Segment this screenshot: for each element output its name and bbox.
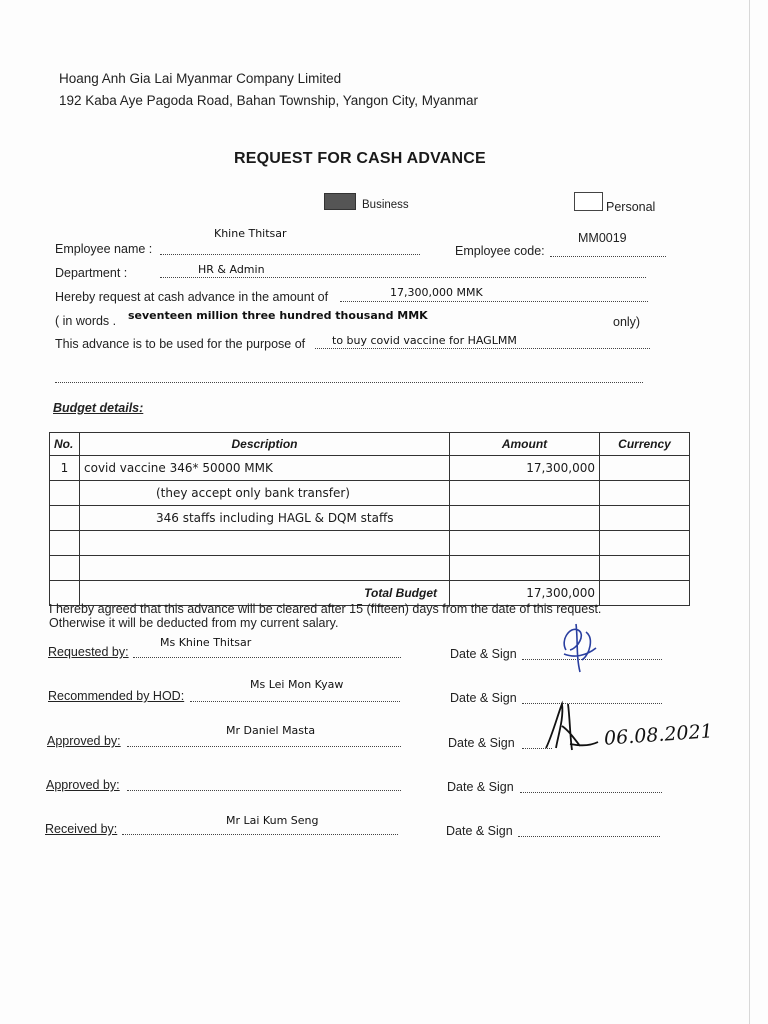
approved-by-name-1: Mr Daniel Masta	[226, 724, 316, 737]
approved-by-line-1	[127, 746, 401, 747]
row-no	[50, 481, 80, 506]
department-line	[160, 277, 646, 278]
row-currency	[600, 531, 690, 556]
requested-by-line	[133, 657, 401, 658]
row-currency	[600, 506, 690, 531]
employee-name-line	[160, 254, 420, 255]
amount-line	[340, 301, 648, 302]
requested-by-label: Requested by:	[48, 645, 129, 659]
approved-date-line-2	[520, 792, 662, 793]
table-row	[50, 531, 690, 556]
personal-checkbox[interactable]	[574, 192, 603, 211]
employee-code-value: MM0019	[578, 231, 627, 245]
col-header-description: Description	[80, 433, 450, 456]
company-name: Hoang Anh Gia Lai Myanmar Company Limited	[59, 71, 342, 86]
row-amount	[450, 481, 600, 506]
row-description: covid vaccine 346* 50000 MMK	[80, 456, 450, 481]
recommended-by-line	[190, 701, 400, 702]
total-label: Total Budget	[80, 581, 450, 606]
budget-table	[49, 432, 690, 606]
requested-signature	[556, 620, 600, 676]
words-prefix: ( in words .	[55, 314, 117, 328]
row-description: 346 staffs including HAGL & DQM staffs	[80, 506, 450, 531]
approved-signature	[540, 696, 600, 756]
personal-label: Personal	[606, 200, 656, 214]
row-amount	[450, 531, 600, 556]
words-suffix: only)	[613, 315, 641, 329]
col-header-no: No.	[50, 433, 80, 456]
department-label: Department :	[55, 266, 128, 280]
total-value: 17,300,000	[450, 581, 600, 606]
row-description	[80, 556, 450, 581]
row-no	[50, 531, 80, 556]
row-currency	[600, 456, 690, 481]
employee-name-value: Khine Thitsar	[214, 227, 287, 240]
purpose-value: to buy covid vaccine for HAGLMM	[332, 334, 517, 347]
approved-by-label-1: Approved by:	[47, 734, 121, 748]
amount-value: 17,300,000 MMK	[390, 286, 483, 299]
requested-by-name: Ms Khine Thitsar	[160, 636, 252, 649]
row-no: 1	[50, 456, 80, 481]
approved-date-value: 06.08.2021	[603, 720, 714, 750]
approved-by-label-2: Approved by:	[46, 778, 120, 792]
table-row	[50, 456, 690, 481]
purpose-label: This advance is to be used for the purpose of	[55, 337, 306, 351]
row-amount: 17,300,000	[450, 456, 600, 481]
approved-date-label-2: Date & Sign	[447, 780, 514, 794]
budget-heading: Budget details:	[53, 401, 144, 415]
employee-code-label: Employee code:	[455, 244, 545, 258]
budget-header-row	[50, 433, 690, 456]
row-description	[80, 531, 450, 556]
recommended-by-label: Recommended by HOD:	[48, 689, 185, 703]
row-no	[50, 556, 80, 581]
words-value: seventeen million three hundred thousand MMK	[128, 309, 428, 322]
row-amount	[450, 556, 600, 581]
amount-label: Hereby request at cash advance in the amount of	[55, 290, 329, 304]
received-by-label: Received by:	[45, 822, 118, 836]
purpose-line	[315, 348, 650, 349]
table-row	[50, 556, 690, 581]
received-by-line	[122, 834, 398, 835]
agreement-line-1: I hereby agreed that this advance will be cleared after 15 (fifteen) days from the date of this request.	[49, 602, 602, 616]
recommended-by-name: Ms Lei Mon Kyaw	[250, 678, 344, 691]
approved-date-label-1: Date & Sign	[448, 736, 515, 750]
row-description: (they accept only bank transfer)	[80, 481, 450, 506]
business-label: Business	[362, 199, 409, 211]
received-date-label: Date & Sign	[446, 824, 513, 838]
received-by-name: Mr Lai Kum Seng	[226, 814, 319, 827]
recommended-date-label: Date & Sign	[450, 691, 517, 705]
agreement-line-2: Otherwise it will be deducted from my current salary.	[49, 616, 339, 630]
approved-by-line-2	[127, 790, 401, 791]
employee-code-line	[550, 256, 666, 257]
company-address: 192 Kaba Aye Pagoda Road, Bahan Township, Yangon City, Myanmar	[59, 93, 479, 108]
col-header-amount: Amount	[450, 433, 600, 456]
col-header-currency: Currency	[600, 433, 690, 456]
business-checkbox[interactable]	[324, 193, 356, 210]
row-currency	[600, 481, 690, 506]
purpose-line-2	[55, 382, 643, 383]
table-row	[50, 506, 690, 531]
table-row	[50, 481, 690, 506]
row-currency	[600, 556, 690, 581]
page-edge	[749, 0, 750, 1024]
requested-date-label: Date & Sign	[450, 647, 517, 661]
employee-name-label: Employee name :	[55, 242, 153, 256]
department-value: HR & Admin	[198, 263, 265, 276]
total-currency-cell	[600, 581, 690, 606]
row-amount	[450, 506, 600, 531]
form-title: REQUEST FOR CASH ADVANCE	[234, 150, 486, 167]
received-date-line	[518, 836, 660, 837]
row-no	[50, 506, 80, 531]
